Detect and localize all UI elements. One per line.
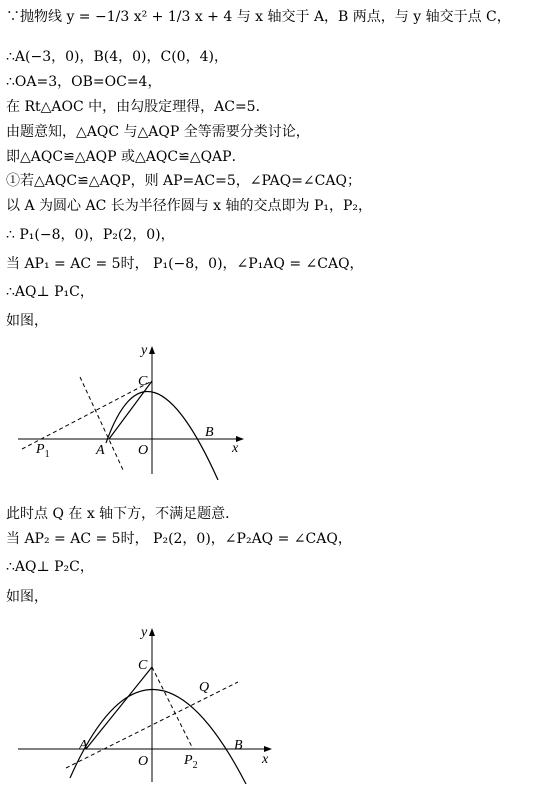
label-c: C <box>138 658 148 673</box>
label-o: O <box>138 754 149 769</box>
label-y: y <box>141 343 148 358</box>
text-line-11: ∴AQ⊥ P₁C， <box>6 284 94 300</box>
label-o: O <box>138 443 149 458</box>
text-line-6: 即△AQC≌△AQP 或△AQC≌△QAP． <box>6 149 246 165</box>
segment-ac <box>109 381 152 439</box>
text-line-1: ∵抛物线 y = −1/3 x² + 1/3 x + 4 与 x 轴交于 A，B 两点，与 y 轴交于点 C， <box>6 9 511 25</box>
text-line-5: 由题意知，△AQC 与△AQP 全等需要分类讨论， <box>6 124 310 140</box>
figure-1 <box>0 340 260 480</box>
figure-1-svg <box>0 340 260 480</box>
text-line-16: 如图， <box>6 589 48 605</box>
text-line-3: ∴OA=3，OB=OC=4， <box>6 74 162 90</box>
label-p2: $P_2$ <box>184 753 198 771</box>
label-y: y <box>141 625 148 640</box>
segment-ac <box>86 667 152 749</box>
label-b: B <box>205 425 214 440</box>
y-axis-arrow <box>149 346 155 354</box>
label-x: x <box>232 441 239 456</box>
text-line-10: 当 AP₁ = AC = 5时， P₁(−8，0)，∠P₁AQ = ∠CAQ， <box>6 256 364 272</box>
label-x: x <box>262 752 269 767</box>
text-line-8: 以 A 为圆心 AC 长为半径作圆与 x 轴的交点即为 P₁，P₂， <box>6 198 373 214</box>
label-c: C <box>138 374 148 389</box>
parabola <box>106 392 218 480</box>
text-line-15: ∴AQ⊥ P₂C， <box>6 559 94 575</box>
figure-2-svg <box>0 618 290 784</box>
label-b: B <box>234 738 243 753</box>
text-line-2: ∴A(−3，0)，B(4，0)，C(0，4)， <box>6 49 228 65</box>
y-axis-arrow <box>149 628 155 636</box>
text-line-7: ①若△AQC≌△AQP，则 AP=AC=5，∠PAQ=∠CAQ； <box>6 173 361 189</box>
text-line-14: 当 AP₂ = AC = 5时， P₂(2，0)，∠P₂AQ = ∠CAQ， <box>6 531 352 547</box>
text-line-13: 此时点 Q 在 x 轴下方，不满足题意． <box>6 506 240 522</box>
label-a: A <box>79 738 88 753</box>
text-line-9: ∴ P₁(−8，0)，P₂(2，0)， <box>6 227 175 243</box>
label-p1: $P_1$ <box>36 442 50 460</box>
figure-2 <box>0 618 290 784</box>
text-line-12: 如图， <box>6 313 48 329</box>
text-line-4: 在 Rt△AOC 中，由勾股定理得，AC=5． <box>6 99 270 115</box>
label-a: A <box>96 443 105 458</box>
label-q: Q <box>199 680 210 695</box>
